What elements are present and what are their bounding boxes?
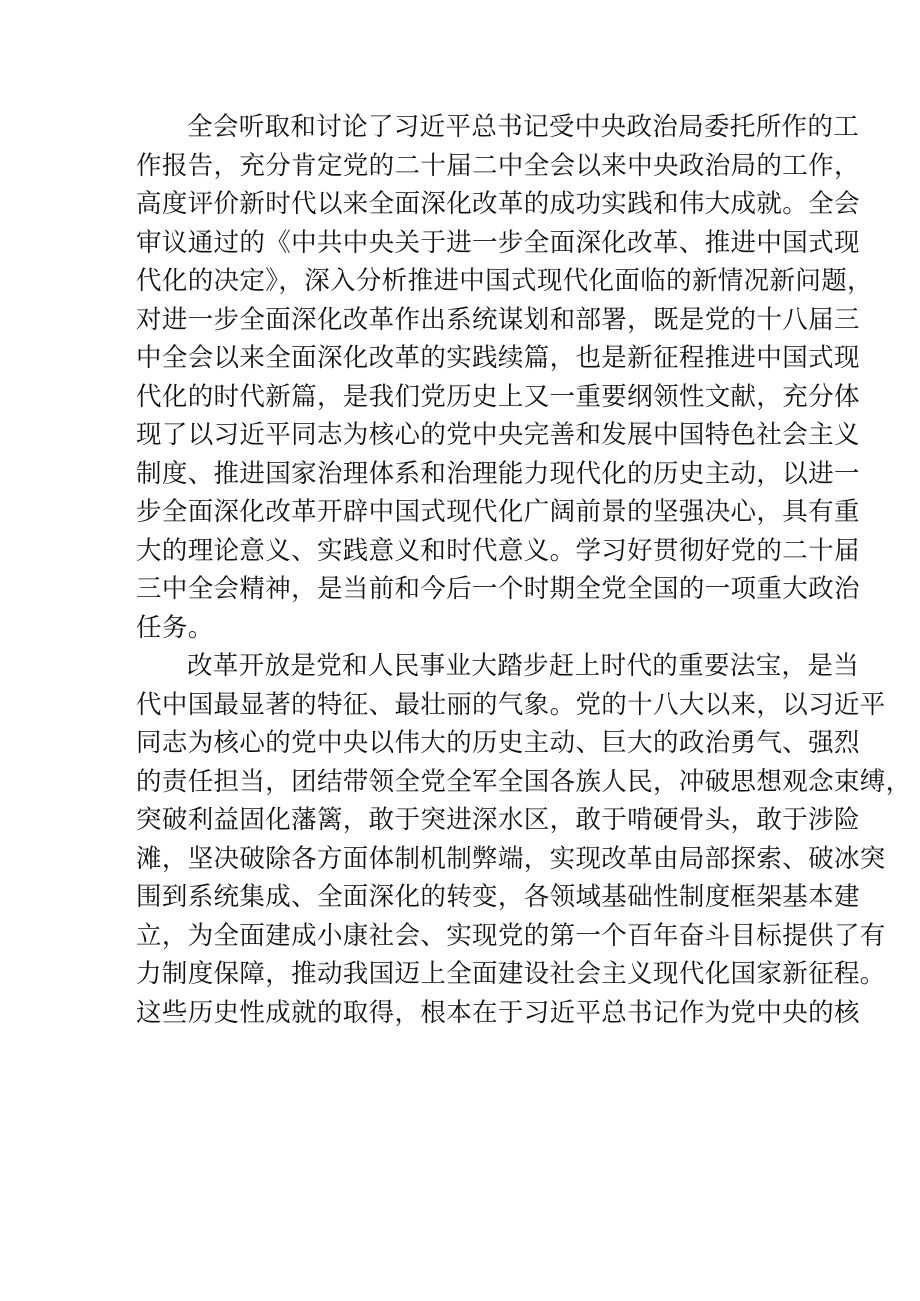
text-line: 改革开放是党和人民事业大踏步赶上时代的重要法宝，是当 — [187, 651, 860, 681]
text-line: 代化的时代新篇，是我们党历史上又一重要纲领性文献，充分体 — [136, 381, 860, 412]
document-body — [136, 108, 912, 1032]
text-line: 高度评价新时代以来全面深化改革的成功实践和伟大成就。全会 — [136, 189, 860, 219]
paragraph-1 — [136, 108, 873, 647]
text-line: 立，为全面建成小康社会、实现党的第一个百年奋斗目标提供了有 — [136, 920, 886, 951]
text-line: 滩，坚决破除各方面体制机制弊端，实现改革由局部探索、破冰突 — [136, 843, 886, 874]
text-line: 这些历史性成就的取得，根本在于习近平总书记作为党中央的核 — [136, 997, 860, 1028]
text-line: 力制度保障，推动我国迈上全面建设社会主义现代化国家新征程。 — [136, 959, 886, 989]
text-line: 突破利益固化藩篱，敢于突进深水区，敢于啃硬骨头，敢于涉险 — [136, 805, 860, 835]
text-line: 制度、推进国家治理体系和治理能力现代化的历史主动，以进一 — [136, 458, 860, 489]
text-line: 代化的决定》，深入分析推进中国式现代化面临的新情况新问题， — [136, 266, 873, 296]
text-line: 任务。 — [136, 612, 214, 643]
text-line: 审议通过的《中共中央关于进一步全面深化改革、推进中国式现 — [136, 227, 860, 258]
text-line: 同志为核心的党中央以伟大的历史主动、巨大的政治勇气、强烈 — [136, 728, 860, 758]
text-line: 对进一步全面深化改革作出系统谋划和部署，既是党的十八届三 — [136, 304, 860, 335]
text-line: 围到系统集成、全面深化的转变，各领域基础性制度框架基本建 — [136, 882, 860, 912]
text-line: 三中全会精神，是当前和今后一个时期全党全国的一项重大政治 — [136, 574, 860, 604]
paragraph-2 — [136, 647, 912, 1032]
text-line: 中全会以来全面深化改革的实践续篇，也是新征程推进中国式现 — [136, 343, 860, 373]
text-line: 的责任担当，团结带领全党全军全国各族人民，冲破思想观念束缚， — [136, 766, 912, 797]
text-line: 步全面深化改革开辟中国式现代化广阔前景的坚强决心，具有重 — [136, 497, 860, 527]
text-line: 代中国最显著的特征、最壮丽的气象。党的十八大以来，以习近平 — [136, 689, 886, 720]
text-line: 作报告，充分肯定党的二十届二中全会以来中央政治局的工作， — [136, 150, 860, 181]
text-line: 全会听取和讨论了习近平总书记受中央政治局委托所作的工 — [187, 112, 860, 142]
text-line: 大的理论意义、实践意义和时代意义。学习好贯彻好党的二十届 — [136, 535, 860, 566]
text-line: 现了以习近平同志为核心的党中央完善和发展中国特色社会主义 — [136, 420, 860, 450]
